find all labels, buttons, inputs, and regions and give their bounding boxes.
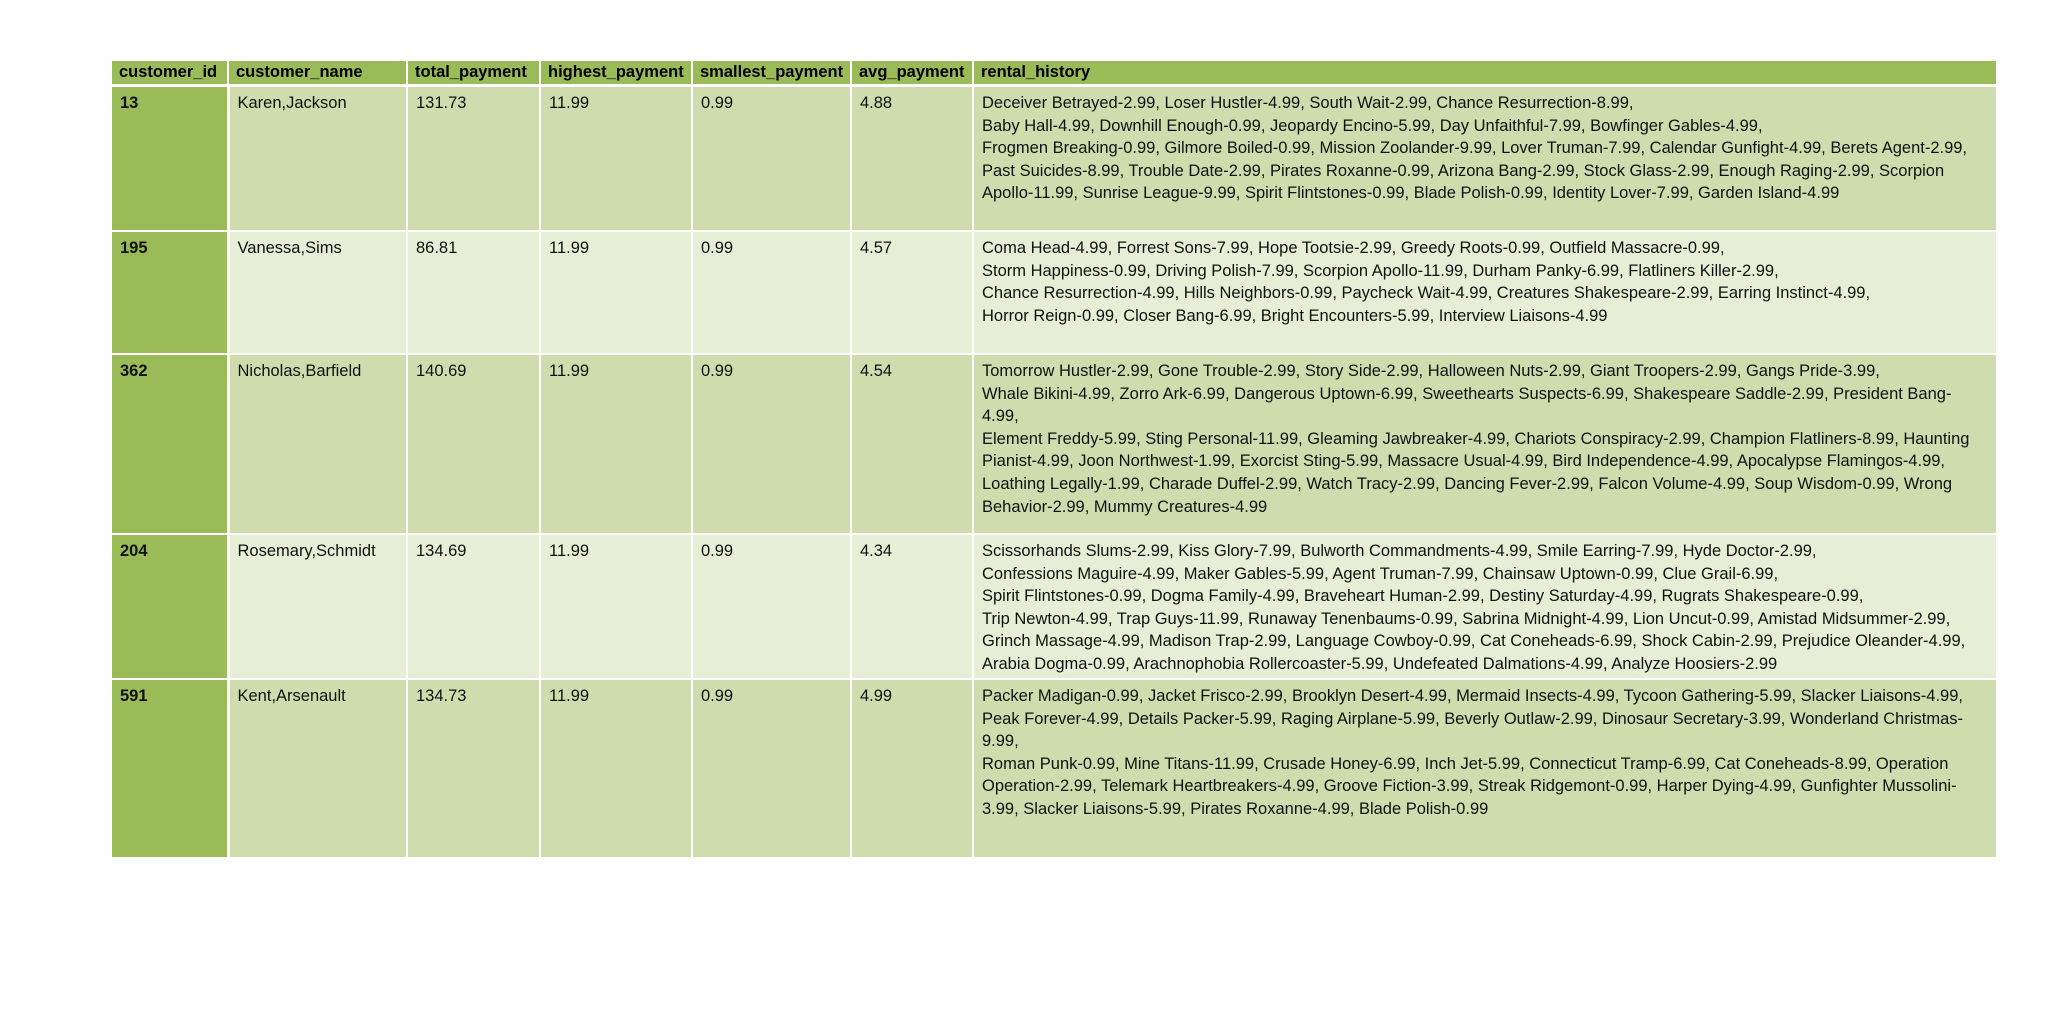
header-avg-payment: avg_payment	[851, 61, 973, 86]
cell-rental-history: Scissorhands Slums-2.99, Kiss Glory-7.99, Bulworth Commandments-4.99, Smile Earring-7.99, Hyde Doctor-2.99, Confessions Maguire-4.99, Maker Gables-5.99, Agent Truman-7.99, Chainsaw Uptown-0.99, Clue Grail-6.99, Spirit Flintstones-0.99, Dogma Family-4.99, Braveheart Human-2.99, Destiny Saturday-4.99, Rugrats Shakespeare-0.99, Trip Newton-4.99, Trap Guys-11.99, Runaway Tenenbaums-0.99, Sabrina Midnight-4.99, Lion Uncut-0.99, Amistad Midsummer-2.99, Grinch Massage-4.99, Madison Trap-2.99, Language Cowboy-0.99, Cat Coneheads-6.99, Shock Cabin-2.99, Prejudice Oleander-4.99, Arabia Dogma-0.99, Arachnophobia Rollercoaster-5.99, Undefeated Dalmations-4.99, Analyze Hoosiers-2.99	[973, 534, 1996, 679]
cell-avg-payment: 4.99	[851, 679, 973, 858]
cell-rental-history: Packer Madigan-0.99, Jacket Frisco-2.99, Brooklyn Desert-4.99, Mermaid Insects-4.99, Tycoon Gathering-5.99, Slacker Liaisons-4.99, Peak Forever-4.99, Details Packer-5.99, Raging Airplane-5.99, Beverly Outlaw-2.99, Dinosaur Secretary-3.99, Wonderland Christmas-9.99, Roman Punk-0.99, Mine Titans-11.99, Crusade Honey-6.99, Inch Jet-5.99, Connecticut Tramp-6.99, Cat Coneheads-8.99, Operation Operation-2.99, Telemark Heartbreakers-4.99, Groove Fiction-3.99, Streak Ridgemont-0.99, Harper Dying-4.99, Gunfighter Mussolini-3.99, Slacker Liaisons-5.99, Pirates Roxanne-4.99, Blade Polish-0.99	[973, 679, 1996, 858]
spreadsheet	[112, 61, 1996, 859]
header-smallest-payment: smallest_payment	[692, 61, 851, 86]
cell-customer-id: 195	[112, 231, 228, 354]
cell-highest-payment: 11.99	[540, 354, 692, 534]
cell-customer-name: Karen,Jackson	[228, 86, 407, 232]
cell-avg-payment: 4.88	[851, 86, 973, 232]
header-rental-history: rental_history	[973, 61, 1996, 86]
cell-customer-id: 204	[112, 534, 228, 679]
cell-total-payment: 134.73	[407, 679, 540, 858]
header-customer-name: customer_name	[228, 61, 407, 86]
cell-total-payment: 131.73	[407, 86, 540, 232]
cell-customer-id: 362	[112, 354, 228, 534]
cell-smallest-payment: 0.99	[692, 86, 851, 232]
cell-rental-history: Tomorrow Hustler-2.99, Gone Trouble-2.99, Story Side-2.99, Halloween Nuts-2.99, Giant Troopers-2.99, Gangs Pride-3.99, Whale Bikini-4.99, Zorro Ark-6.99, Dangerous Uptown-6.99, Sweethearts Suspects-6.99, Shakespeare Saddle-2.99, President Bang-4.99, Element Freddy-5.99, Sting Personal-11.99, Gleaming Jawbreaker-4.99, Chariots Conspiracy-2.99, Champion Flatliners-8.99, Haunting Pianist-4.99, Joon Northwest-1.99, Exorcist Sting-5.99, Massacre Usual-4.99, Bird Independence-4.99, Apocalypse Flamingos-4.99, Loathing Legally-1.99, Charade Duffel-2.99, Watch Tracy-2.99, Dancing Fever-2.99, Falcon Volume-4.99, Soup Wisdom-0.99, Wrong Behavior-2.99, Mummy Creatures-4.99	[973, 354, 1996, 534]
header-customer-id: customer_id	[112, 61, 228, 86]
table-row	[112, 679, 1996, 858]
cell-total-payment: 134.69	[407, 534, 540, 679]
header-total-payment: total_payment	[407, 61, 540, 86]
cell-customer-name: Vanessa,Sims	[228, 231, 407, 354]
cell-highest-payment: 11.99	[540, 231, 692, 354]
cell-avg-payment: 4.54	[851, 354, 973, 534]
cell-total-payment: 86.81	[407, 231, 540, 354]
cell-customer-name: Rosemary,Schmidt	[228, 534, 407, 679]
cell-total-payment: 140.69	[407, 354, 540, 534]
cell-smallest-payment: 0.99	[692, 231, 851, 354]
header-row	[112, 61, 1996, 86]
cell-avg-payment: 4.34	[851, 534, 973, 679]
cell-avg-payment: 4.57	[851, 231, 973, 354]
cell-highest-payment: 11.99	[540, 86, 692, 232]
cell-customer-id: 591	[112, 679, 228, 858]
cell-customer-name: Kent,Arsenault	[228, 679, 407, 858]
cell-smallest-payment: 0.99	[692, 354, 851, 534]
table-row	[112, 86, 1996, 232]
cell-smallest-payment: 0.99	[692, 679, 851, 858]
cell-highest-payment: 11.99	[540, 679, 692, 858]
cell-smallest-payment: 0.99	[692, 534, 851, 679]
cell-customer-name: Nicholas,Barfield	[228, 354, 407, 534]
cell-rental-history: Deceiver Betrayed-2.99, Loser Hustler-4.99, South Wait-2.99, Chance Resurrection-8.99, Baby Hall-4.99, Downhill Enough-0.99, Jeopardy Encino-5.99, Day Unfaithful-7.99, Bowfinger Gables-4.99, Frogmen Breaking-0.99, Gilmore Boiled-0.99, Mission Zoolander-9.99, Lover Truman-7.99, Calendar Gunfight-4.99, Berets Agent-2.99, Past Suicides-8.99, Trouble Date-2.99, Pirates Roxanne-0.99, Arizona Bang-2.99, Stock Glass-2.99, Enough Raging-2.99, Scorpion Apollo-11.99, Sunrise League-9.99, Spirit Flintstones-0.99, Blade Polish-0.99, Identity Lover-7.99, Garden Island-4.99	[973, 86, 1996, 232]
table-row	[112, 534, 1996, 679]
table-row	[112, 231, 1996, 354]
customer-payments-table	[112, 61, 1996, 859]
cell-rental-history: Coma Head-4.99, Forrest Sons-7.99, Hope Tootsie-2.99, Greedy Roots-0.99, Outfield Massacre-0.99, Storm Happiness-0.99, Driving Polish-7.99, Scorpion Apollo-11.99, Durham Panky-6.99, Flatliners Killer-2.99, Chance Resurrection-4.99, Hills Neighbors-0.99, Paycheck Wait-4.99, Creatures Shakespeare-2.99, Earring Instinct-4.99, Horror Reign-0.99, Closer Bang-6.99, Bright Encounters-5.99, Interview Liaisons-4.99	[973, 231, 1996, 354]
cell-customer-id: 13	[112, 86, 228, 232]
header-highest-payment: highest_payment	[540, 61, 692, 86]
table-row	[112, 354, 1996, 534]
cell-highest-payment: 11.99	[540, 534, 692, 679]
